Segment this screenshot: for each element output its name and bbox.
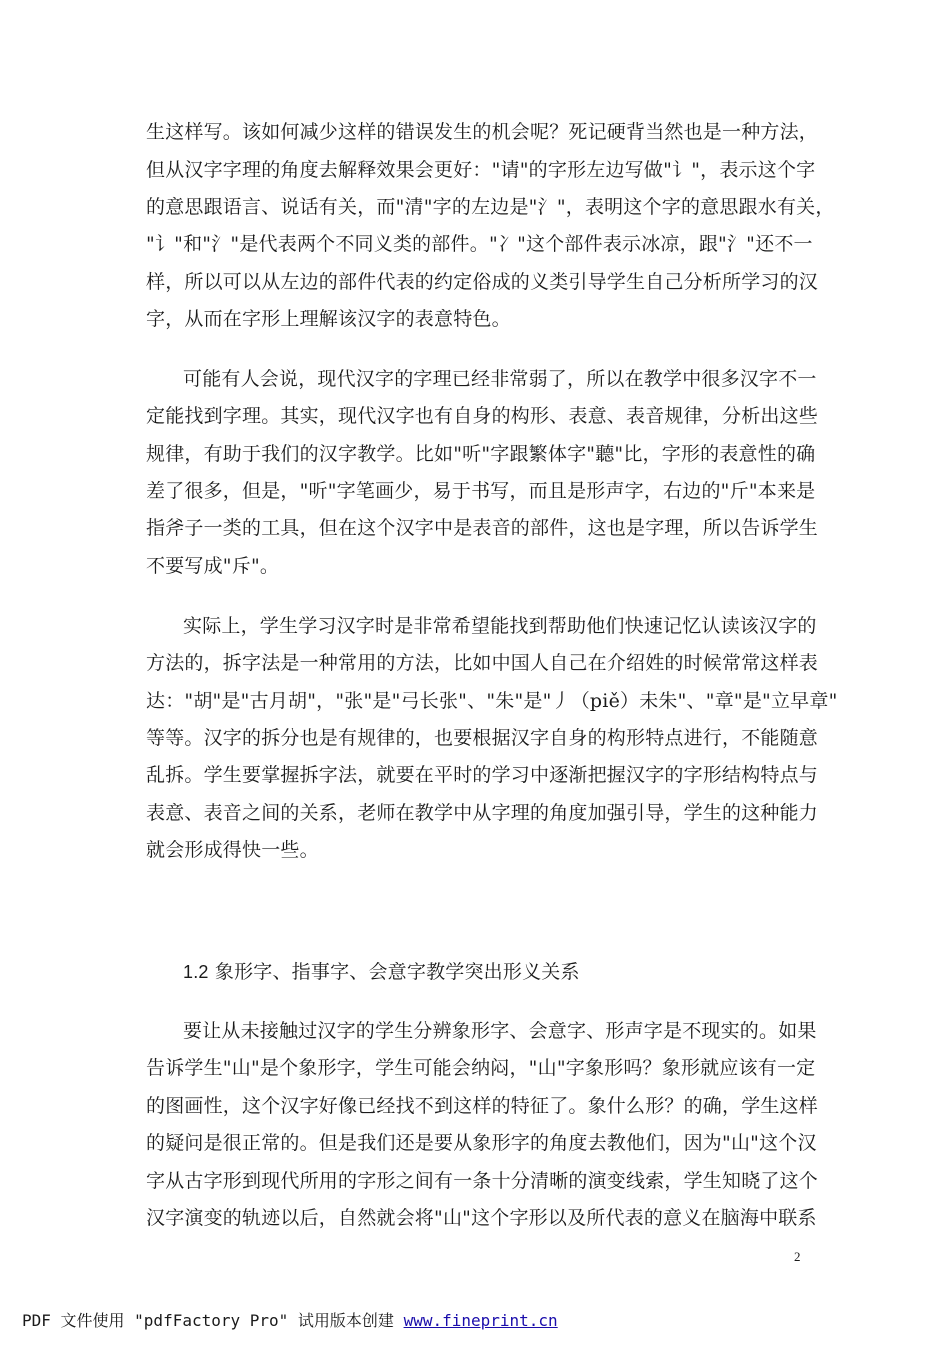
paragraph-2-line-6: 不要写成"斥"。 xyxy=(146,555,280,577)
section-paragraph-line-2: 告诉学生"山"是个象形字，学生可能会纳闷，"山"字象形吗？象形就应该有一定 xyxy=(146,1057,816,1079)
paragraph-1-line-6: 字，从而在字形上理解该汉字的表意特色。 xyxy=(146,308,511,330)
paragraph-1-line-3: 的意思跟语言、说话有关，而"清"字的左边是"氵"，表明这个字的意思跟水有关， xyxy=(146,196,835,218)
section-number: 1.2 xyxy=(183,962,209,982)
footer-text: PDF 文件使用 "pdfFactory Pro" 试用版本创建 xyxy=(22,1311,404,1330)
footer-link[interactable]: www.fineprint.cn xyxy=(403,1311,558,1330)
section-paragraph-line-4: 的疑问是很正常的。但是我们还是要从象形字的角度去教他们，因为"山"这个汉 xyxy=(146,1132,817,1154)
section-title: 象形字、指事字、会意字教学突出形义关系 xyxy=(214,961,580,983)
section-heading xyxy=(183,961,580,983)
section-paragraph-line-3: 的图画性，这个汉字好像已经找不到这样的特征了。象什么形？的确，学生这样 xyxy=(146,1095,819,1117)
pdf-footer xyxy=(22,1308,558,1331)
paragraph-3-line-7: 就会形成得快一些。 xyxy=(146,839,319,861)
paragraph-3-line-4: 等等。汉字的拆分也是有规律的，也要根据汉字自身的构形特点进行，不能随意 xyxy=(146,727,819,749)
paragraph-1-line-4: "讠"和"氵"是代表两个不同义类的部件。"冫"这个部件表示冰凉，跟"氵"还不一 xyxy=(146,233,813,255)
paragraph-2-line-5: 指斧子一类的工具，但在这个汉字中是表音的部件，这也是字理，所以告诉学生 xyxy=(146,517,819,539)
paragraph-3-line-1: 实际上，学生学习汉字时是非常希望能找到帮助他们快速记忆认读该汉字的 xyxy=(183,615,817,637)
section-paragraph-line-1: 要让从未接触过汉字的学生分辨象形字、会意字、形声字是不现实的。如果 xyxy=(183,1020,817,1042)
page-number: 2 xyxy=(794,1249,801,1264)
paragraph-2-line-3: 规律，有助于我们的汉字教学。比如"听"字跟繁体字"聽"比，字形的表意性的确 xyxy=(146,443,816,465)
paragraph-3-line-5: 乱拆。学生要掌握拆字法，就要在平时的学习中逐渐把握汉字的字形结构特点与 xyxy=(146,764,819,786)
paragraph-2-line-1: 可能有人会说，现代汉字的字理已经非常弱了，所以在教学中很多汉字不一 xyxy=(183,368,817,390)
paragraph-3-line-2: 方法的，拆字法是一种常用的方法，比如中国人自己在介绍姓的时候常常这样表 xyxy=(146,652,819,674)
paragraph-1-line-2: 但从汉字字理的角度去解释效果会更好："请"的字形左边写做"讠"，表示这个字 xyxy=(146,159,816,181)
section-paragraph-line-5: 字从古字形到现代所用的字形之间有一条十分清晰的演变线索，学生知晓了这个 xyxy=(146,1170,819,1192)
paragraph-3-line-3: 达："胡"是"古月胡"，"张"是"弓长张"、"朱"是"丿（piě）未朱"、"章"是"立早章" xyxy=(146,690,838,712)
paragraph-2-line-2: 定能找到字理。其实，现代汉字也有自身的构形、表意、表音规律，分析出这些 xyxy=(146,405,819,427)
paragraph-2-line-4: 差了很多，但是，"听"字笔画少，易于书写，而且是形声字，右边的"斤"本来是 xyxy=(146,480,816,502)
paragraph-1-line-5: 样，所以可以从左边的部件代表的约定俗成的义类引导学生自己分析所学习的汉 xyxy=(146,271,819,293)
paragraph-3-line-6: 表意、表音之间的关系，老师在教学中从字理的角度加强引导，学生的这种能力 xyxy=(146,802,819,824)
section-paragraph-line-6: 汉字演变的轨迹以后，自然就会将"山"这个字形以及所代表的意义在脑海中联系 xyxy=(146,1207,817,1229)
paragraph-1-line-1: 生这样写。该如何减少这样的错误发生的机会呢？死记硬背当然也是一种方法， xyxy=(146,121,819,143)
